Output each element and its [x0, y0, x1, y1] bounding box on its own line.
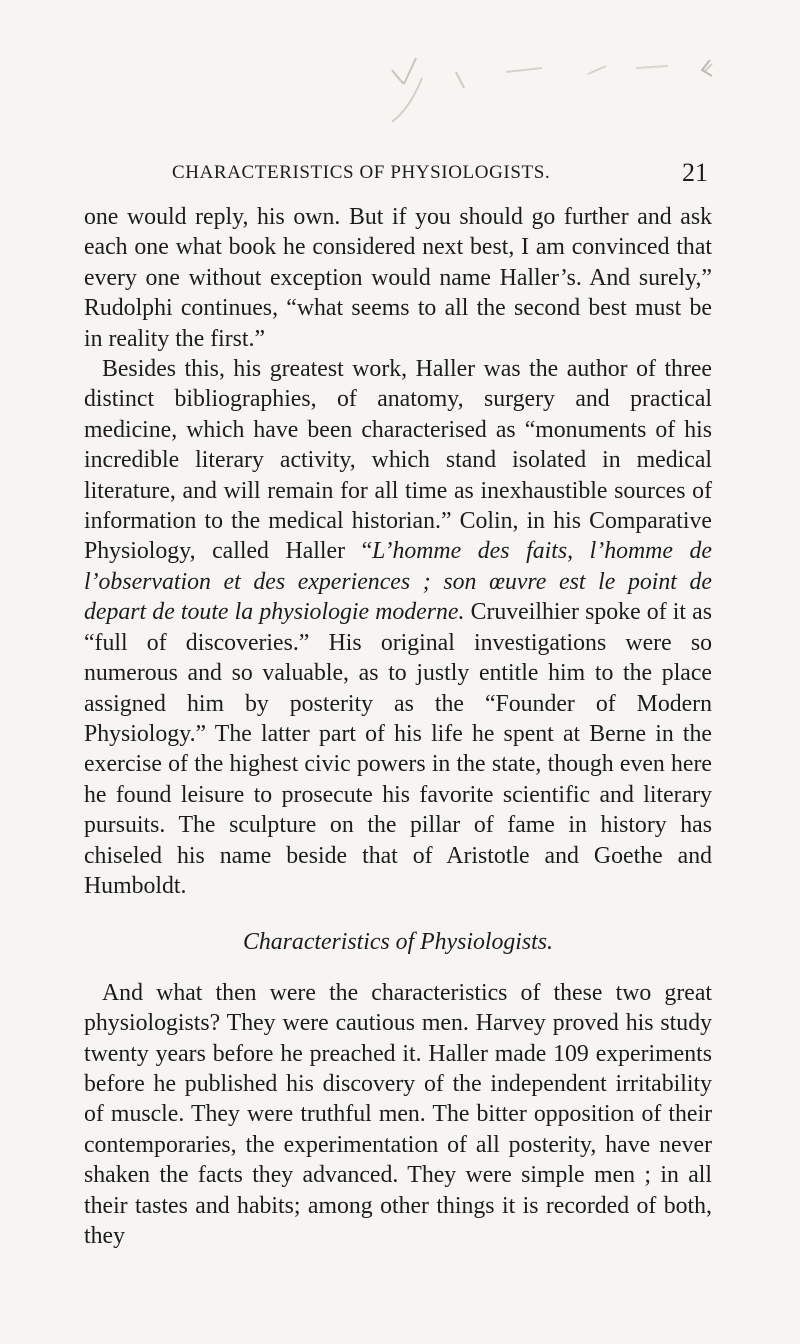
section-heading: Characteristics of Physiologists.: [242, 929, 554, 956]
paragraph-3: And what then were the characteristics of these two great physiologists? They were cautious men. Harvey proved his study twenty years before he preached it. Haller made 109 experiments before he published his discovery of the independent irritability of muscle. They were truthful men. The bitter opposition of their contemporaries, the experimentation of all posterity, have never shaken the facts they advanced. They were simple men ; in all their tastes and habits; among other things it is recorded of both, they: [84, 979, 712, 1249]
bleed-through-marks: [0, 0, 800, 140]
paragraph-2: [84, 354, 712, 901]
body-text: [84, 202, 712, 1251]
running-title: CHARACTERISTICS OF PHYSIOLOGISTS.: [172, 162, 551, 183]
running-head: [172, 158, 708, 188]
paragraph-2-text-a: Besides this, his greatest work, Haller was the author of three distinct bibliographies, of anatomy, surgery and practical medicine, which have been characterised as “monuments of his incredible literary activity, which stand isolated in medical literature, and will remain for all time as inexhaustible sources of information to the medical historian.” Colin, in his Comparative Physiology, called Haller “: [84, 356, 712, 565]
paragraph-2-french-quote: L’homme des faits, l’homme de l’observation et des experiences ; son œuvre est le point de depart de toute la physiologie moderne.: [84, 538, 712, 626]
page-number: 21: [682, 158, 708, 187]
paragraph-1: one would reply, his own. But if you should go further and ask each one what book he considered next best, I am convinced that every one without exception would name Haller’s. And surely,” Rudolphi continues, “what seems to all the second best must be in reality the first.”: [84, 204, 712, 352]
paragraph-2-text-b: Cruveilhier spoke of it as “full of discoveries.” His original investigations were so numerous and so valuable, as to justly entitle him to the place assigned him by posterity as the “Founder of Modern Physiology.” The latter part of his life he spent at Berne in the exercise of the highest civic powers in the state, though even here he found leisure to prosecute his favorite scientific and literary pursuits. The sculpture on the pillar of fame in history has chiseled his name beside that of Aristotle and Goethe and Humboldt.: [84, 599, 712, 899]
